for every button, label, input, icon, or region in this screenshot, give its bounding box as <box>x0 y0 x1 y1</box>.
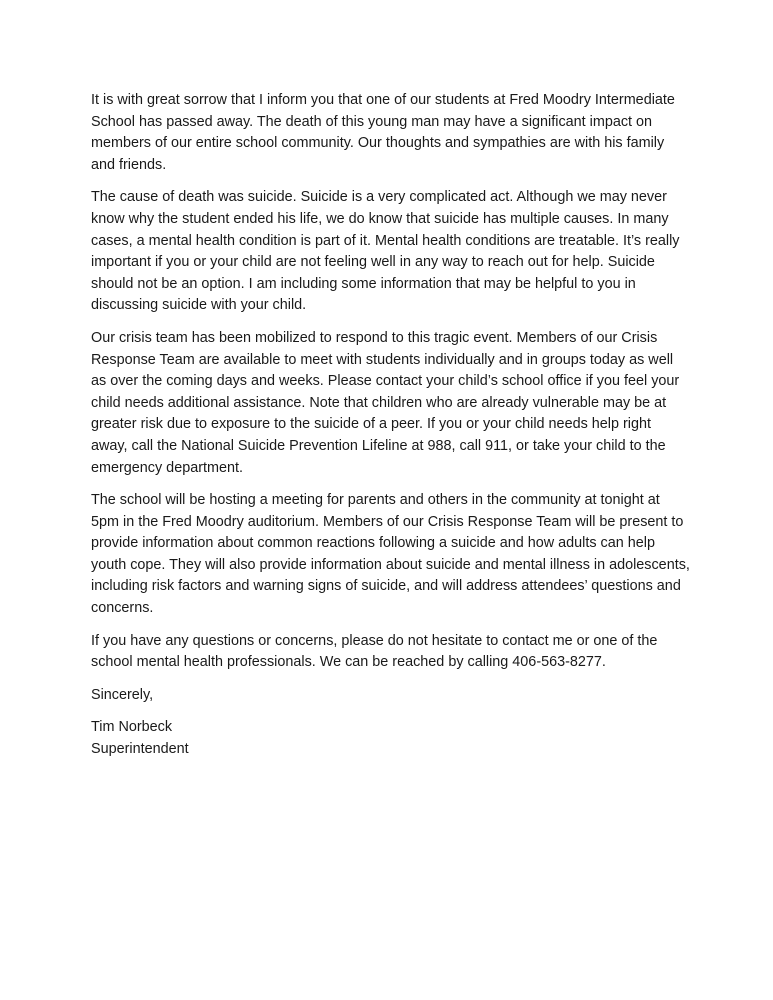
paragraph-parent-meeting: The school will be hosting a meeting for parents and others in the community at tonight at 5pm in the Fred Moodry auditorium. Members of our Crisis Response Team will be present to provide information about common reactions following a suicide and how adults can help youth cope. They will also provide information about suicide and mental illness in adolescents, including risk factors and warning signs of suicide, and will address attendees’ questions and concerns. <box>91 492 690 617</box>
paragraph-announcement: It is with great sorrow that I inform you that one of our students at Fred Moodry Intermediate School has passed away. The death of this young man may have a significant impact on members of our entire school community. Our thoughts and sympathies are with his family and friends. <box>91 92 675 173</box>
paragraph-crisis-team: Our crisis team has been mobilized to respond to this tragic event. Members of our Crisis Response Team are available to meet with students individually and in groups today as well as over the coming days and weeks. Please contact your child’s school office if you feel your child needs additional assistance. Note that children who are already vulnerable may be at greater risk due to exposure to the suicide of a peer. If you or your child needs help right away, call the National Suicide Prevention Lifeline at 988, call 911, or take your child to the emergency department. <box>91 329 680 476</box>
signer-title: Superintendent <box>91 741 189 758</box>
letter-body <box>91 90 691 761</box>
closing-salutation: Sincerely, <box>91 686 154 703</box>
signature-block <box>91 717 691 760</box>
signer-name: Tim Norbeck <box>91 719 173 736</box>
paragraph-cause-of-death: The cause of death was suicide. Suicide is a very complicated act. Although we may never know why the student ended his life, we do know that suicide has multiple causes. In many cases, a mental health condition is part of it. Mental health conditions are treatable. It’s really important if you or your child are not feeling well in any way to reach out for help. Suicide should not be an option. I am including some information that may be helpful to you in discussing suicide with your child. <box>91 189 680 314</box>
paragraph-contact: If you have any questions or concerns, please do not hesitate to contact me or one of the school mental health professionals. We can be reached by calling 406-563-8277. <box>91 632 658 671</box>
